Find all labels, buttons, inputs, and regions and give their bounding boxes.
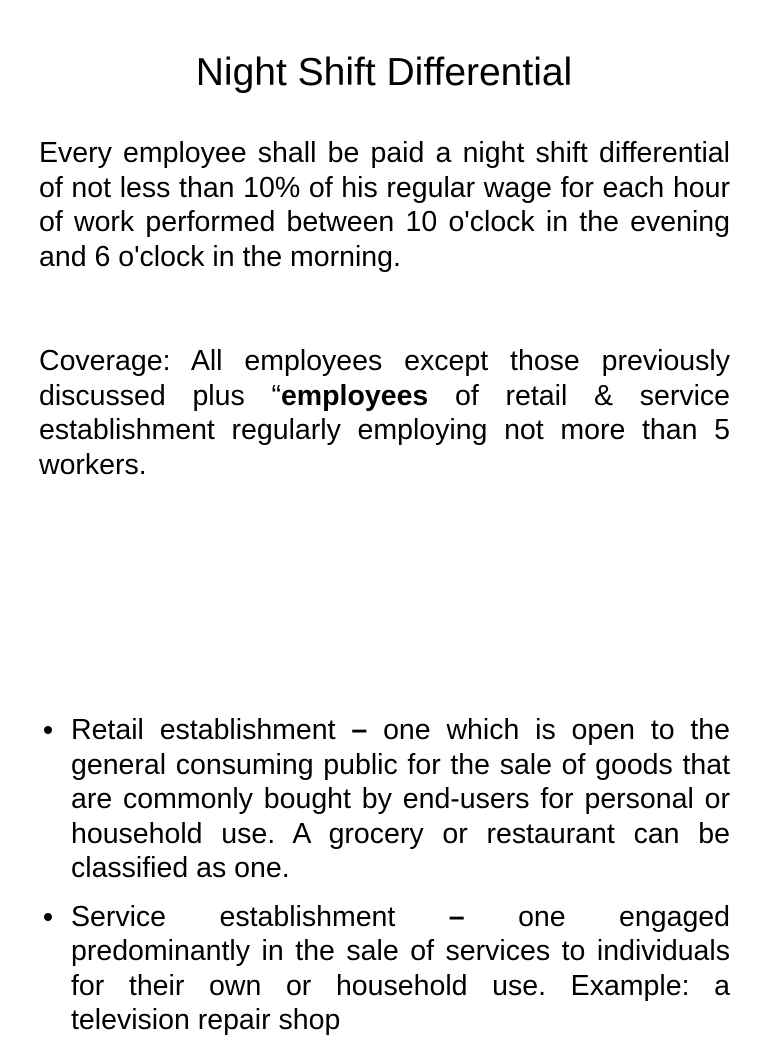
definition-text: one which is open to the general consuming public for the sale of goods that are commonly bought by end-users for personal or household use. A grocery or restaurant can be classified as one. [71, 714, 731, 884]
definition-term: Service establishment [71, 900, 449, 933]
definition-text: one engaged predominantly in the sale of services to individuals for their own or household use. Example: a television repair shop [71, 900, 731, 1036]
coverage-bold-word: employees [280, 379, 429, 412]
list-item-retail-establishment [0, 713, 730, 886]
list-item-service-establishment [0, 900, 730, 1038]
bullet-dot-icon [44, 913, 52, 921]
page-title: Night Shift Differential [195, 51, 573, 94]
bullet-dot-icon [44, 726, 52, 734]
definition-term: Retail establishment [71, 714, 352, 746]
coverage-text-start: Coverage: All employees except those previously discussed plus “ [39, 345, 730, 412]
coverage-paragraph [39, 344, 730, 482]
definition-list [0, 713, 768, 1052]
definition-dash: – [351, 714, 368, 746]
coverage-text-end: of retail & service establishment regularly employing not more than 5 workers. [39, 379, 731, 481]
definition-dash: – [448, 900, 465, 933]
night-shift-rule-paragraph: Every employee shall be paid a night shift differential of not less than 10% of his regular wage for each hour of work performed between 10 o'clock in the evening and 6 o'clock in the morning. [39, 137, 730, 273]
